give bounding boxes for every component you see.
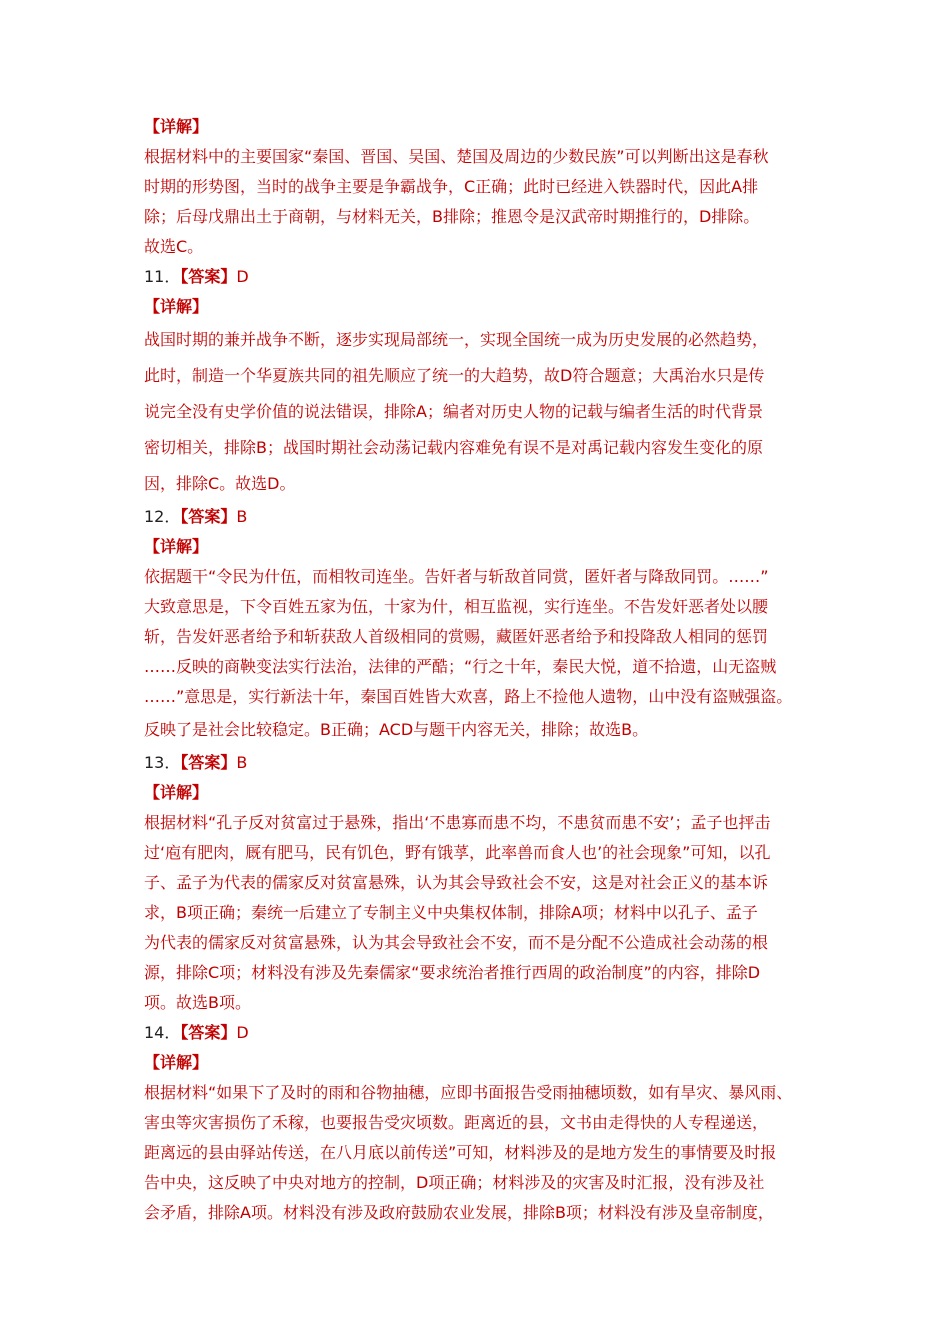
text-line: 密切相关，排除B；战国时期社会动荡记载内容难免有误不是对禹记载内容发生变化的原 — [144, 438, 763, 457]
answer-label: 【答案】 — [180, 267, 237, 286]
answer-label: 【答案】 — [180, 1023, 237, 1042]
answer-value: B — [236, 753, 248, 772]
answer-line — [144, 262, 824, 292]
document-content — [144, 112, 824, 1228]
detail-label: 【详解】 — [144, 297, 209, 316]
text-line: 因，排除C。故选D。 — [144, 474, 296, 493]
text-line: 大致意思是，下令百姓五家为伍，十家为什，相互监视，实行连坐。不告发奸恶者处以腰 — [144, 597, 769, 616]
answer-line — [144, 748, 824, 778]
text-line: 会矛盾，排除A项。材料没有涉及政府鼓励农业发展，排除B项；材料没有涉及皇帝制度， — [144, 1203, 774, 1222]
answer-line — [144, 1018, 824, 1048]
answer-label: 【答案】 — [180, 507, 237, 526]
answer-value: D — [236, 1023, 249, 1042]
text-line: 根据材料“如果下了及时的雨和谷物抽穗，应即书面报告受雨抽穗顷数，如有旱灾、暴风雨、 — [144, 1083, 793, 1102]
text-line: 反映了是社会比较稳定。B正确；ACD与题干内容无关，排除；故选B。 — [144, 720, 649, 739]
text-line: 告中央，这反映了中央对地方的控制，D项正确；材料涉及的灾害及时汇报，没有涉及社 — [144, 1173, 765, 1192]
text-line: 源，排除C项；材料没有涉及先秦儒家“要求统治者推行西周的政治制度”的内容，排除D — [144, 963, 761, 982]
text-line: 根据材料中的主要国家“秦国、晋国、吴国、楚国及周边的少数民族”可以判断出这是春秋 — [144, 147, 769, 166]
detail-label: 【详解】 — [144, 1053, 209, 1072]
detail-label: 【详解】 — [144, 117, 209, 136]
detail-label: 【详解】 — [144, 537, 209, 556]
text-line: 故选C。 — [144, 237, 204, 256]
text-line: 斩，告发奸恶者给予和斩获敌人首级相同的赏赐，藏匿奸恶者给予和投降敌人相同的惩罚 — [144, 627, 769, 646]
question-number: 13． — [144, 753, 181, 772]
question-12 — [144, 502, 824, 748]
question-number: 14． — [144, 1023, 181, 1042]
text-line: 求，B项正确；秦统一后建立了专制主义中央集权体制，排除A项；材料中以孔子、孟子 — [144, 903, 758, 922]
detail-label: 【详解】 — [144, 783, 209, 802]
text-line: 此时，制造一个华夏族共同的祖先顺应了统一的大趋势，故D符合题意；大禹治水只是传 — [144, 366, 765, 385]
text-line: ……”意思是，实行新法十年，秦国百姓皆大欢喜，路上不捡他人遗物，山中没有盗贼强盗。 — [144, 687, 793, 706]
text-line: 除；后母戊鼎出土于商朝，与材料无关，B排除；推恩令是汉武帝时期推行的，D排除。 — [144, 207, 760, 226]
answer-label: 【答案】 — [180, 753, 237, 772]
text-line: 时期的形势图，当时的战争主要是争霸战争，C正确；此时已经进入铁器时代，因此A排 — [144, 177, 759, 196]
text-line: 过‘庖有肥肉，厩有肥马，民有饥色，野有饿莩，此率兽而食人也’的社会现象”可知，以孔 — [144, 843, 771, 862]
text-line: 害虫等灾害损伤了禾稼，也要报告受灾顷数。距离近的县，文书由走得快的人专程递送， — [144, 1113, 769, 1132]
question-11 — [144, 262, 824, 502]
text-line: 战国时期的兼并战争不断，逐步实现局部统一，实现全国统一成为历史发展的必然趋势， — [144, 330, 769, 349]
text-line: 距离远的县由驿站传送，在八月底以前传送”可知，材料涉及的是地方发生的事情要及时报 — [144, 1143, 777, 1162]
text-line: ……反映的商鞅变法实行法治，法律的严酷；“行之十年，秦民大悦，道不拾遗，山无盗贼 — [144, 657, 777, 676]
text-line: 项。故选B项。 — [144, 993, 251, 1012]
answer-line — [144, 502, 824, 532]
text-line: 根据材料“孔子反对贫富过于悬殊，指出‘不患寡而患不均，不患贫而患不安’；孟子也抨击 — [144, 813, 771, 832]
text-line: 说完全没有史学价值的说法错误，排除A；编者对历史人物的记载与编者生活的时代背景 — [144, 402, 763, 421]
text-line: 为代表的儒家反对贫富悬殊，认为其会导致社会不安，而不是分配不公造成社会动荡的根 — [144, 933, 769, 952]
question-13 — [144, 748, 824, 1018]
text-line: 子、孟子为代表的儒家反对贫富悬殊，认为其会导致社会不安，这是对社会正义的基本诉 — [144, 873, 769, 892]
answer-value: D — [236, 267, 249, 286]
question-number: 11． — [144, 267, 181, 286]
question-14 — [144, 1018, 824, 1228]
answer-value: B — [236, 507, 248, 526]
text-line: 依据题干“令民为什伍，而相牧司连坐。告奸者与斩敌首同赏，匿奸者与降敌同罚。……” — [144, 567, 769, 586]
question-number: 12． — [144, 507, 181, 526]
question-10-explanation — [144, 112, 824, 262]
